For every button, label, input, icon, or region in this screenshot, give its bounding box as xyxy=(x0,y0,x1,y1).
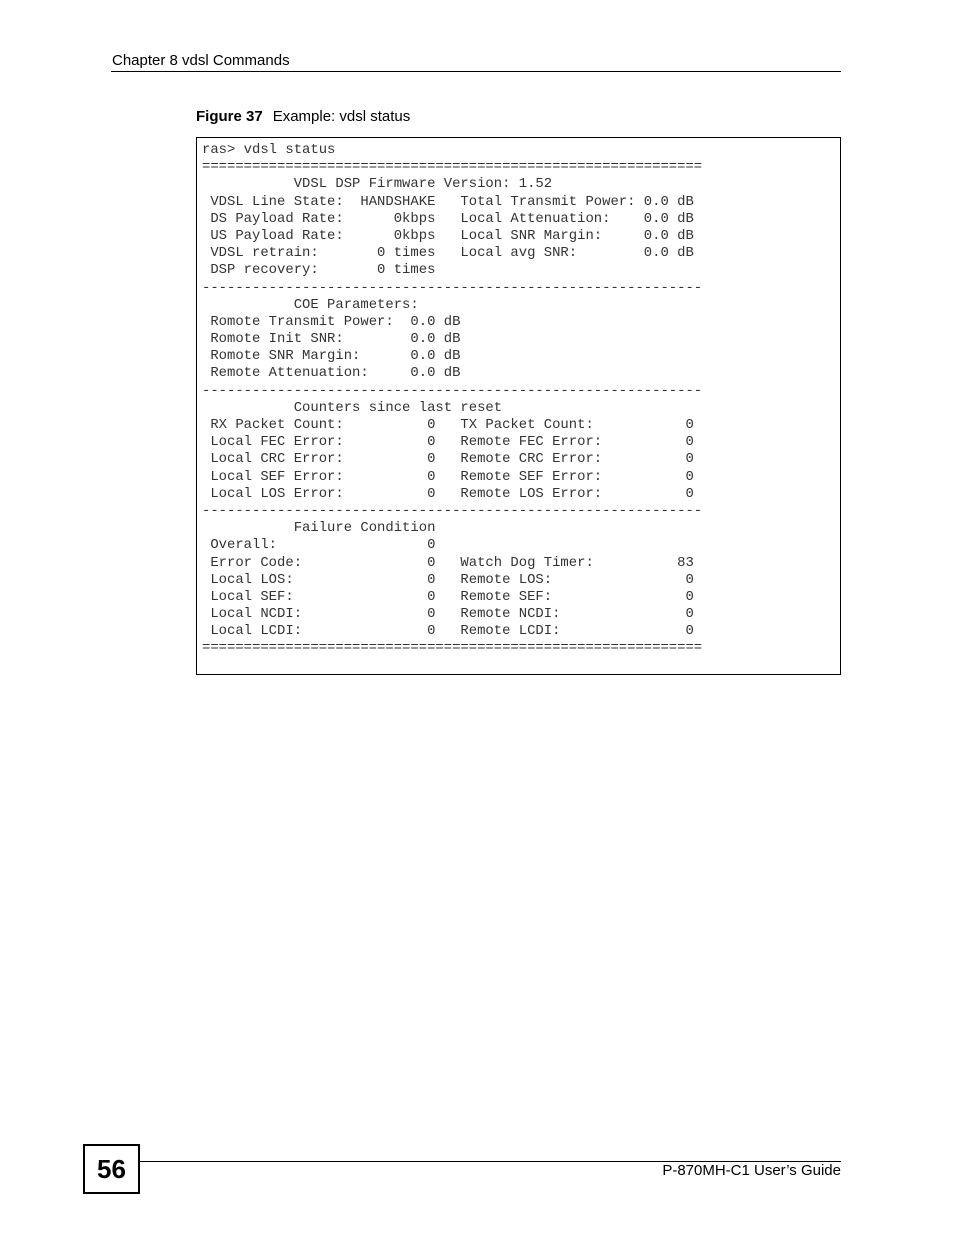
code-line: ras> vdsl status xyxy=(202,142,336,158)
code-line: Failure Condition xyxy=(202,520,436,537)
code-line: Local SEF Error: 0 Remote SEF Error: 0 xyxy=(202,468,694,485)
code-line: ============================================================ xyxy=(202,159,703,176)
code-line: Romote Init SNR: 0.0 dB xyxy=(202,331,461,348)
code-line: RX Packet Count: 0 TX Packet Count: 0 xyxy=(202,417,694,433)
code-line: Local NCDI: 0 Remote NCDI: 0 xyxy=(202,606,694,623)
code-line: Local FEC Error: 0 Remote FEC Error: 0 xyxy=(202,434,694,451)
code-line: VDSL retrain: 0 times Local avg SNR: 0.0 dB xyxy=(202,245,694,262)
code-line: Local SEF: 0 Remote SEF: 0 xyxy=(202,588,694,605)
code-line: Local CRC Error: 0 Remote CRC Error: 0 xyxy=(202,451,694,468)
figure-title: Example: vdsl status xyxy=(272,108,411,125)
code-line: Overall: 0 xyxy=(202,537,436,554)
code-line: ============================================================ xyxy=(202,640,703,657)
code-line: US Payload Rate: 0kbps Local SNR Margin: 0.0 dB xyxy=(202,227,694,244)
figure-label: Figure 37 xyxy=(196,108,263,125)
code-line: Local LCDI: 0 Remote LCDI: 0 xyxy=(202,623,694,640)
code-line: Romote Transmit Power: 0.0 dB xyxy=(202,313,461,330)
code-line: DSP recovery: 0 times xyxy=(202,262,436,279)
code-line: COE Parameters: xyxy=(202,296,419,313)
code-line: Remote Attenuation: 0.0 dB xyxy=(202,365,461,382)
code-line: ------------------------------------------------------------ xyxy=(202,279,703,296)
code-line: Local LOS Error: 0 Remote LOS Error: 0 xyxy=(202,485,694,502)
figure-box xyxy=(196,137,841,675)
code-line: VDSL Line State: HANDSHAKE Total Transmit Power: 0.0 dB xyxy=(202,193,694,210)
header-rule xyxy=(111,71,841,72)
code-line: Counters since last reset xyxy=(202,399,503,416)
code-line: VDSL DSP Firmware Version: 1.52 xyxy=(202,176,553,193)
code-line: Error Code: 0 Watch Dog Timer: 83 xyxy=(202,554,694,571)
chapter-header: Chapter 8 vdsl Commands xyxy=(112,52,290,69)
code-line: DS Payload Rate: 0kbps Local Attenuation: 0.0 dB xyxy=(202,210,694,227)
code-line: Local LOS: 0 Remote LOS: 0 xyxy=(202,571,694,588)
code-line: ------------------------------------------------------------ xyxy=(202,382,703,399)
page-number: 56 xyxy=(83,1144,140,1194)
guide-title: P-870MH-C1 User’s Guide xyxy=(662,1162,841,1179)
code-line: Romote SNR Margin: 0.0 dB xyxy=(202,348,461,365)
figure-caption xyxy=(196,108,410,125)
code-line: ------------------------------------------------------------ xyxy=(202,502,703,519)
terminal-output xyxy=(202,142,702,658)
